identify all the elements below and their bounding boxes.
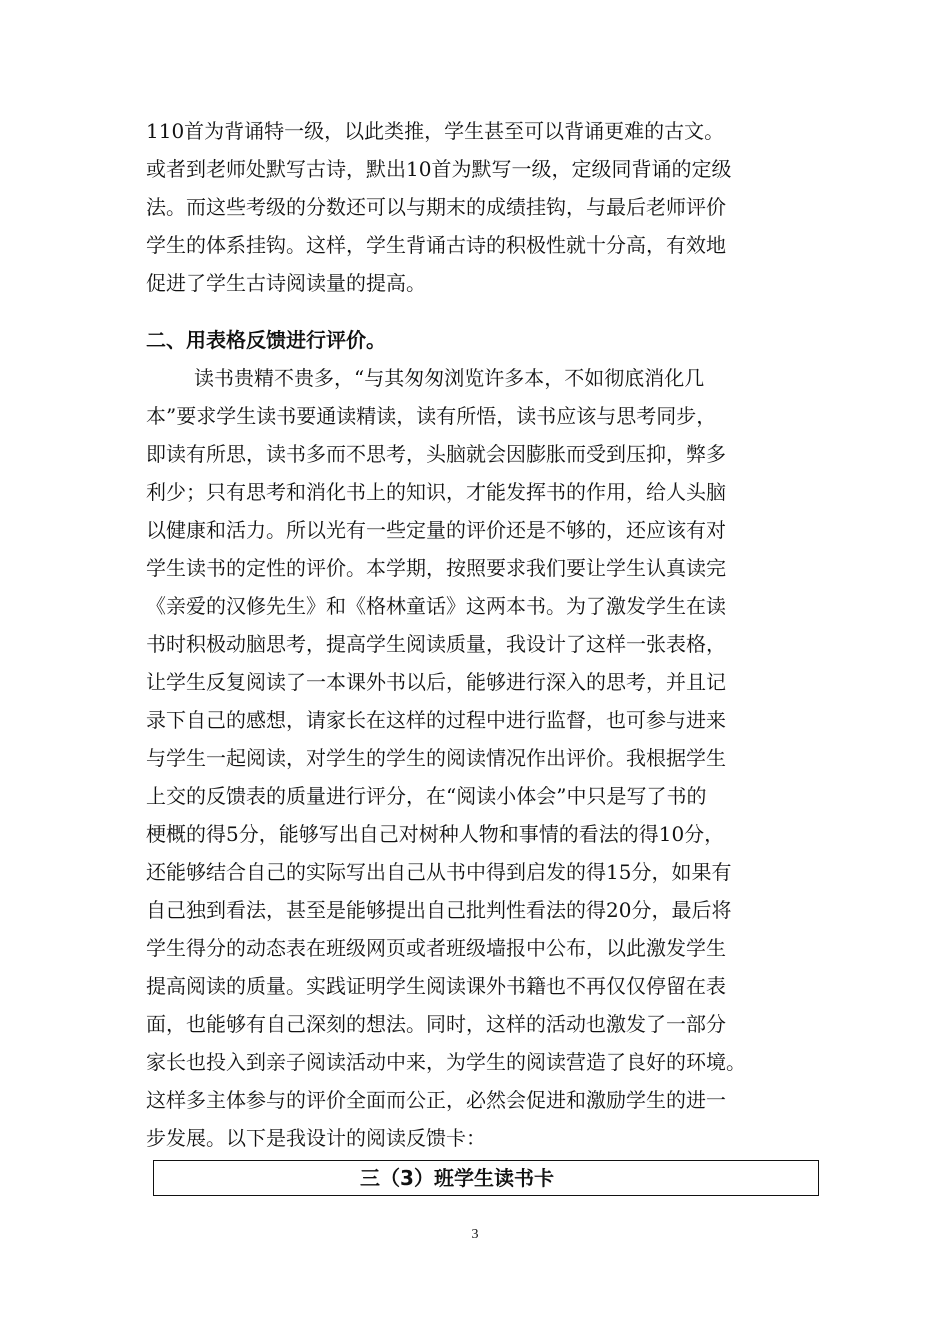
text-line: 本”要求学生读书要通读精读，读有所悟，读书应该与思考同步，: [146, 404, 717, 428]
text-line: 步发展。以下是我设计的阅读反馈卡：: [146, 1126, 486, 1150]
text-line: 110首为背诵特一级，以此类推，学生甚至可以背诵更难的古文。: [146, 119, 725, 143]
text-line: 自己独到看法，甚至是能够提出自己批判性看法的得20分，最后将: [146, 898, 732, 922]
text-line: 或者到老师处默写古诗，默出10首为默写一级，定级同背诵的定级: [146, 157, 732, 181]
text-line: 书时积极动脑思考，提高学生阅读质量，我设计了这样一张表格，: [146, 632, 726, 656]
text-line: 学生的体系挂钩。这样，学生背诵古诗的积极性就十分高，有效地: [146, 233, 726, 257]
text-line: 以健康和活力。所以光有一些定量的评价还是不够的，还应该有对: [146, 518, 726, 542]
text-line: 录下自己的感想，请家长在这样的过程中进行监督，也可参与进来: [146, 708, 726, 732]
text-line: 面，也能够有自己深刻的想法。同时，这样的活动也激发了一部分: [146, 1012, 726, 1036]
page-number: 3: [471, 1227, 479, 1242]
text-line: 学生得分的动态表在班级网页或者班级墙报中公布，以此激发学生: [146, 936, 726, 960]
reading-card-table: [153, 1160, 819, 1196]
text-line: 与学生一起阅读，对学生的学生的阅读情况作出评价。我根据学生: [146, 746, 726, 770]
text-line: 利少；只有思考和消化书上的知识，才能发挥书的作用，给人头脑: [146, 480, 726, 504]
text-line: 这样多主体参与的评价全面而公正，必然会促进和激励学生的进一: [146, 1088, 726, 1112]
text-line: 还能够结合自己的实际写出自己从书中得到启发的得15分，如果有: [146, 860, 732, 884]
text-line: 《亲爱的汉修先生》和《格林童话》这两本书。为了激发学生在读: [146, 594, 726, 618]
text-line: 法。而这些考级的分数还可以与期末的成绩挂钩，与最后老师评价: [146, 195, 726, 219]
text-line: 提高阅读的质量。实践证明学生阅读课外书籍也不再仅仅停留在表: [146, 974, 726, 998]
text-line: 梗概的得5分，能够写出自己对树种人物和事情的看法的得10分，: [146, 822, 725, 846]
text-line: 学生读书的定性的评价。本学期，按照要求我们要让学生认真读完: [146, 556, 726, 580]
text-line: 即读有所思，读书多而不思考，头脑就会因膨胀而受到压抑，弊多: [146, 442, 726, 466]
text-line: 家长也投入到亲子阅读活动中来，为学生的阅读营造了良好的环境。: [146, 1050, 746, 1074]
text-line: 促进了学生古诗阅读量的提高。: [146, 271, 426, 295]
text-line: 上交的反馈表的质量进行评分，在“阅读小体会”中只是写了书的: [146, 784, 707, 808]
table-title: 三（3）班学生读书卡: [360, 1166, 554, 1190]
text-line: 让学生反复阅读了一本课外书以后，能够进行深入的思考，并且记: [146, 670, 726, 694]
section-heading: 二、用表格反馈进行评价。: [146, 328, 386, 352]
text-line: 读书贵精不贵多，“与其匆匆浏览许多本，不如彻底消化几: [194, 366, 705, 390]
